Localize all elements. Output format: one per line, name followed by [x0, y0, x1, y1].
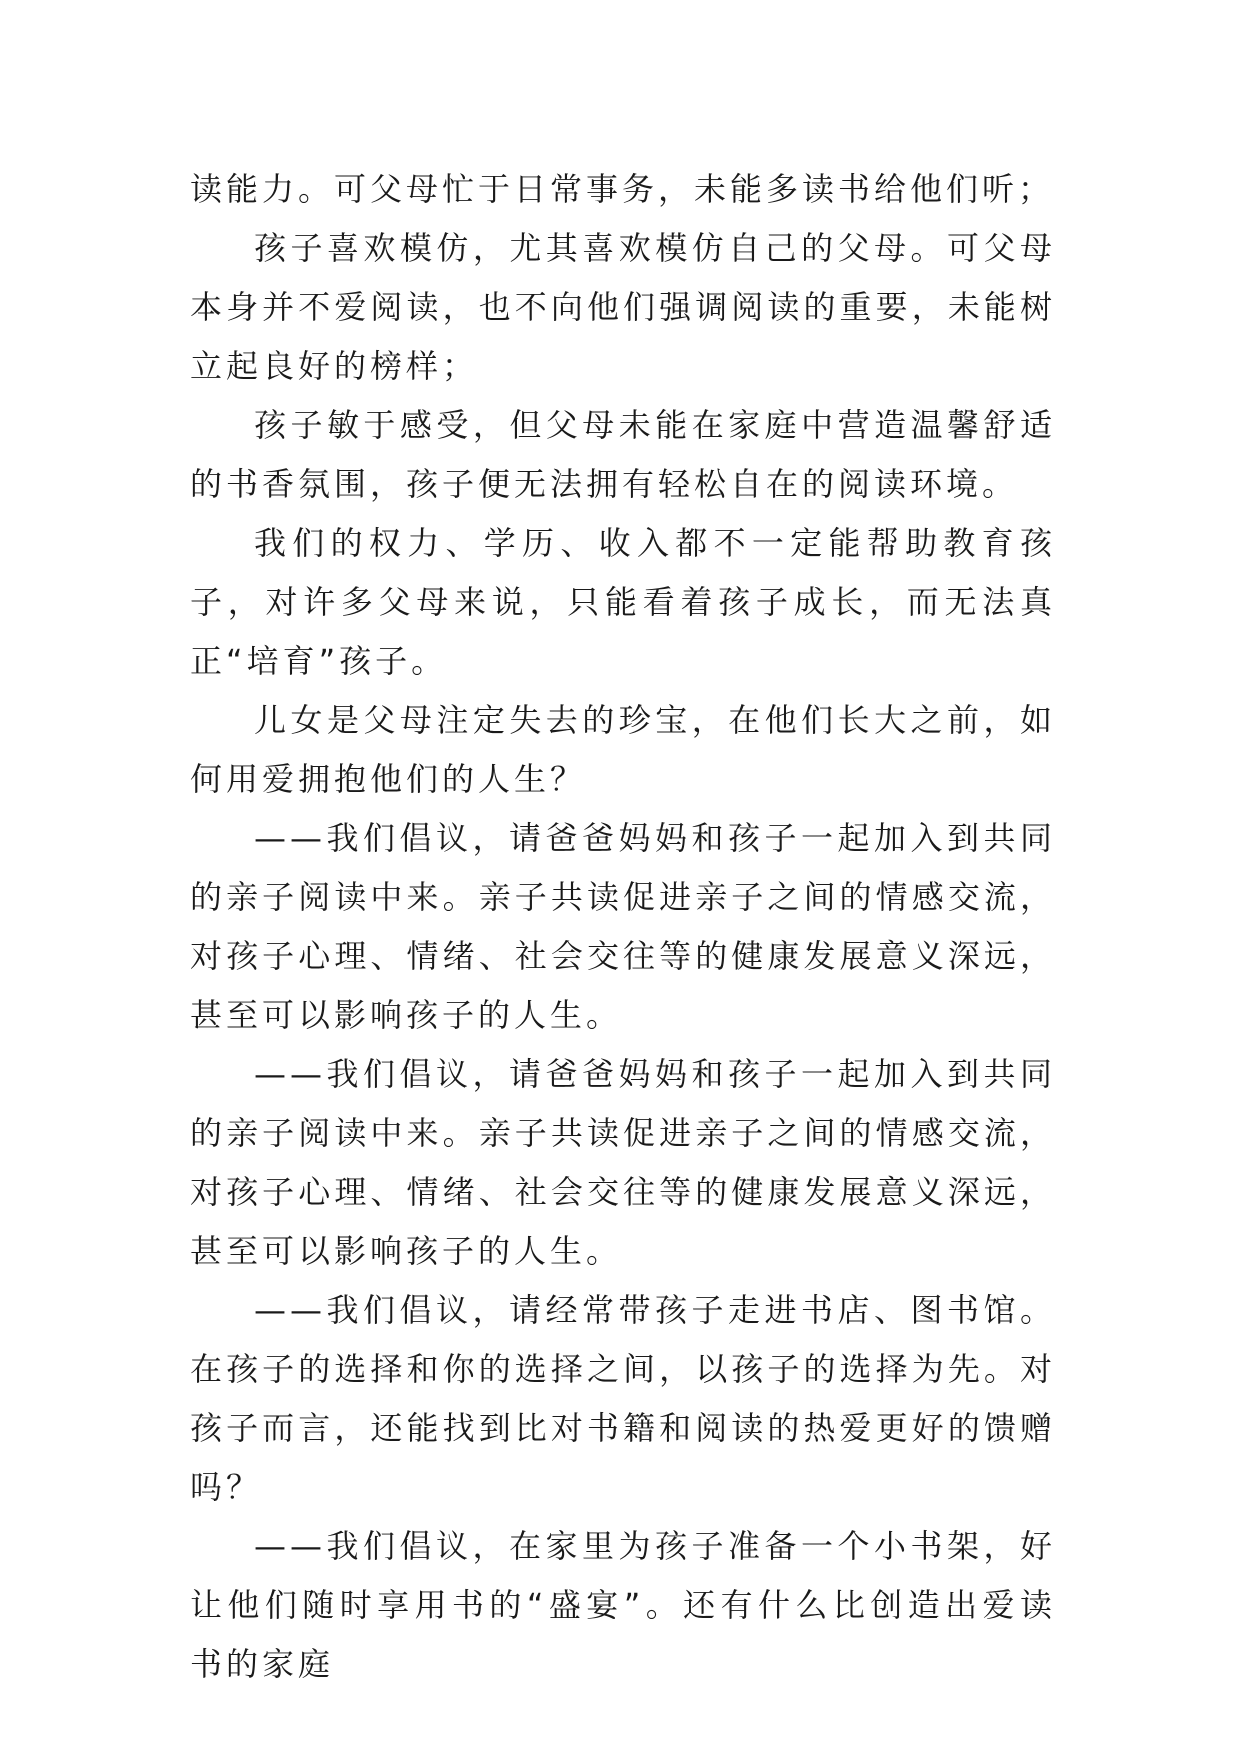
paragraph: 儿女是父母注定失去的珍宝，在他们长大之前，如何用爱拥抱他们的人生？: [190, 701, 1056, 798]
paragraph: ——我们倡议，请爸爸妈妈和孩子一起加入到共同的亲子阅读中来。亲子共读促进亲子之间的情感交流，对孩子心理、情绪、社会交往等的健康发展意义深远，甚至可以影响孩子的人生。: [190, 1055, 1056, 1270]
paragraph: 孩子敏于感受，但父母未能在家庭中营造温馨舒适的书香氛围，孩子便无法拥有轻松自在的阅读环境。: [190, 406, 1056, 503]
document-body: [190, 160, 1056, 1694]
paragraph: 我们的权力、学历、收入都不一定能帮助教育孩子，对许多父母来说，只能看着孩子成长，而无法真正“培育”孩子。: [190, 524, 1056, 680]
paragraph: ——我们倡议，在家里为孩子准备一个小书架，好让他们随时享用书的“盛宴”。还有什么比创造出爱读书的家庭: [190, 1527, 1056, 1683]
paragraph: ——我们倡议，请经常带孩子走进书店、图书馆。在孩子的选择和你的选择之间，以孩子的选择为先。对孩子而言，还能找到比对书籍和阅读的热爱更好的馈赠吗？: [190, 1291, 1056, 1506]
paragraph-continued: 读能力。可父母忙于日常事务，未能多读书给他们听；: [190, 170, 1055, 208]
paragraph: 孩子喜欢模仿，尤其喜欢模仿自己的父母。可父母本身并不爱阅读，也不向他们强调阅读的重要，未能树立起良好的榜样；: [190, 229, 1056, 385]
paragraph: ——我们倡议，请爸爸妈妈和孩子一起加入到共同的亲子阅读中来。亲子共读促进亲子之间的情感交流，对孩子心理、情绪、社会交往等的健康发展意义深远，甚至可以影响孩子的人生。: [190, 819, 1056, 1034]
